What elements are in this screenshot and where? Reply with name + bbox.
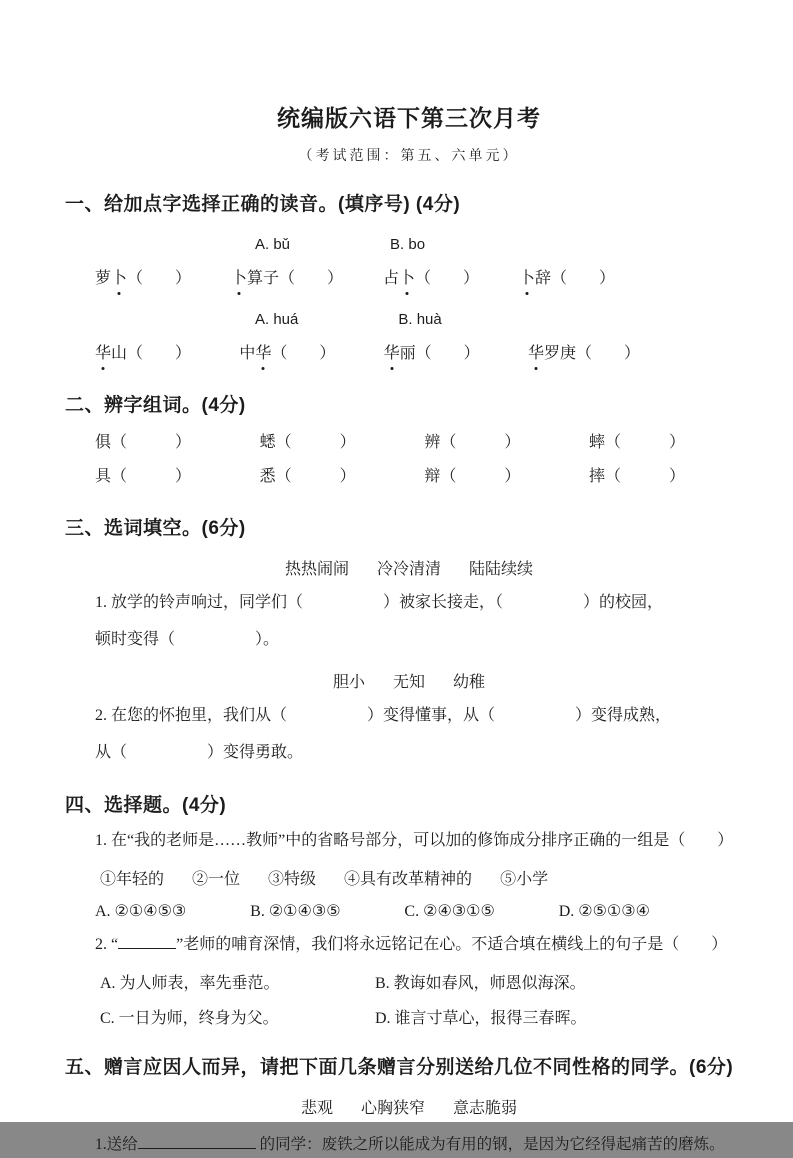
dotted-char: 卜 (111, 267, 127, 291)
page-title: 统编版六语下第三次月考 (277, 105, 541, 131)
dotted-char: 华 (95, 342, 111, 366)
modifier-option: ③特级 (268, 871, 317, 888)
phrase-item: 卜算子（ ） (231, 267, 343, 291)
word-bank-1 (65, 556, 753, 579)
pinyin-option-b: B. bo (390, 236, 426, 253)
answer-choice: D. 谁言寸草心，报得三春晖。 (375, 1010, 587, 1027)
phrase-item: 萝卜（ ） (95, 267, 191, 291)
word-form-row-2 (95, 465, 685, 489)
phrase-item: 卜辞（ ） (519, 267, 615, 291)
phrase-item: 占卜（ ） (383, 267, 479, 291)
phrase-row-hua (95, 342, 640, 366)
modifier-option: ⑤小学 (500, 871, 549, 888)
section1-heading: 一、给加点字选择正确的读音。(填序号) (4分) (65, 194, 461, 215)
word-form-item: 悉（ ） (259, 468, 356, 485)
fill-question-2-line-2: 从（ ）变得勇敢。 (95, 744, 304, 761)
dedication-item-1: 1.送给 的同学：废铁之所以能成为有用的钢，是因为它经得起痛苦的磨炼。 (65, 1132, 753, 1158)
answer-choice: D. ②⑤①③④ (558, 903, 650, 920)
word-bank-item: 心胸狭窄 (360, 1100, 425, 1117)
dotted-char: 华 (255, 342, 271, 366)
pinyin-options-row-bu (65, 236, 753, 253)
answer-choice: B. ②①④③⑤ (250, 903, 341, 920)
word-form-item: 具（ ） (95, 468, 192, 485)
dotted-char: 卜 (231, 267, 247, 291)
dotted-char: 华 (384, 342, 400, 366)
dotted-char: 卜 (399, 267, 415, 291)
word-bank-item: 冷冷清清 (376, 561, 441, 578)
word-form-item: 俱（ ） (95, 434, 192, 451)
fill-question-1-line-1: 1. 放学的铃声响过，同学们（ ）被家长接走，（ ）的校园， (95, 594, 664, 611)
pinyin-options-row-hua (65, 311, 753, 328)
answer-blank (118, 933, 176, 949)
phrase-item: 华山（ ） (95, 342, 191, 366)
word-bank-item: 胆小 (332, 674, 365, 691)
dotted-char: 卜 (519, 267, 535, 291)
word-bank-2 (65, 669, 753, 692)
choice-question-2-answers-row-1 (100, 970, 753, 993)
choice-question-1-answers (95, 901, 650, 921)
word-form-item: 蟋（ ） (259, 434, 356, 451)
fill-question-2-line-1: 2. 在您的怀抱里，我们从（ ）变得懂事，从（ ）变得成熟， (95, 707, 672, 724)
section5-heading: 五、赠言应因人而异，请把下面几条赠言分别送给几位不同性格的同学。(6分) (65, 1057, 734, 1078)
word-bank-item: 陆陆续续 (469, 561, 534, 578)
choice-question-1: 1. 在“我的老师是……教师”中的省略号部分，可以加的修饰成分排序正确的一组是（ ） (95, 832, 734, 849)
choice-question-2: 2. “ ”老师的哺育深情，我们将永远铭记在心。不适合填在横线上的句子是（ ） (65, 932, 753, 958)
word-bank-item: 意志脆弱 (453, 1100, 518, 1117)
word-form-item: 摔（ ） (588, 468, 685, 485)
answer-blank (138, 1133, 256, 1149)
answer-choice: C. ②④③①⑤ (404, 903, 495, 920)
word-form-item: 蟀（ ） (588, 434, 685, 451)
word-bank-item: 幼稚 (453, 674, 486, 691)
word-bank-item: 悲观 (300, 1100, 333, 1117)
answer-choice: C. 一日为师，终身为父。 (100, 1010, 279, 1027)
word-bank-item: 无知 (392, 674, 425, 691)
modifier-option: ②一位 (192, 871, 241, 888)
modifier-option: ①年轻的 (100, 871, 165, 888)
answer-choice: B. 教诲如春风，师恩似海深。 (375, 975, 586, 992)
choice-question-1-modifiers (100, 866, 753, 889)
phrase-item: 中华（ ） (239, 342, 335, 366)
word-form-item: 辩（ ） (424, 468, 521, 485)
answer-choice: A. ②①④⑤③ (95, 903, 187, 920)
phrase-row-bu (95, 267, 615, 291)
pinyin-option-a: A. huá (255, 311, 299, 328)
pinyin-option-a: A. bǔ (255, 236, 291, 253)
answer-choice: A. 为人师表，率先垂范。 (100, 975, 280, 992)
word-bank-3 (65, 1095, 753, 1118)
word-form-row-1 (95, 431, 685, 455)
dotted-char: 华 (528, 342, 544, 366)
word-form-item: 辨（ ） (424, 434, 521, 451)
phrase-item: 华丽（ ） (384, 342, 480, 366)
section3-heading: 三、选词填空。(6分) (65, 518, 246, 539)
section4-heading: 四、选择题。(4分) (65, 795, 227, 816)
fill-question-1-line-2: 顿时变得（ ）。 (95, 631, 280, 648)
exam-scope-subtitle: （考试范围：第五、六单元） (298, 149, 520, 164)
word-bank-item: 热热闹闹 (284, 561, 349, 578)
choice-question-2-answers-row-2 (100, 1005, 753, 1028)
modifier-option: ④具有改革精神的 (344, 871, 473, 888)
phrase-item: 华罗庚（ ） (528, 342, 640, 366)
pinyin-option-b: B. huà (398, 311, 442, 328)
section2-heading: 二、辨字组词。(4分) (65, 395, 246, 416)
